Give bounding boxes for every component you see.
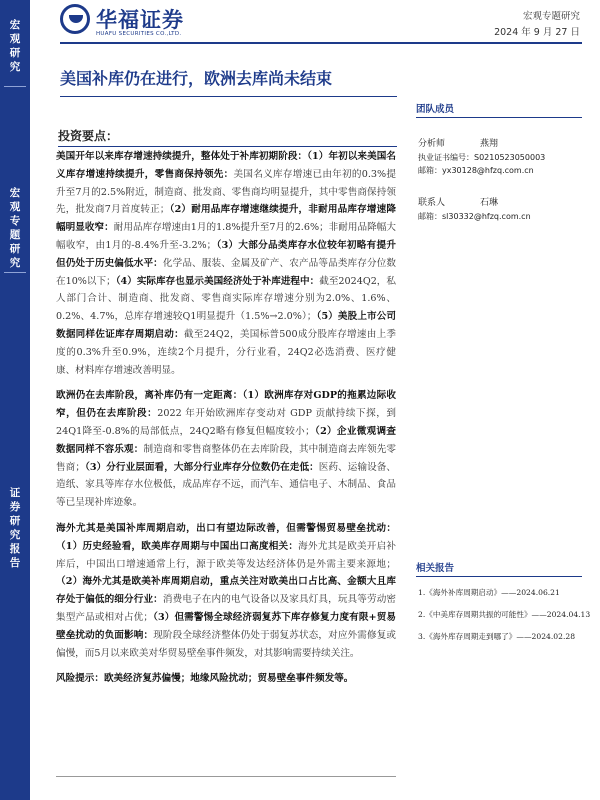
related-report-item[interactable]: 2.《中美库存周期共振的可能性》——2024.04.13 [418, 610, 591, 619]
investment-points-body [56, 148, 396, 696]
analyst-role: 联系人 [418, 198, 446, 208]
body-text: 2022 年开始欧洲库存变动对 GDP 贡献持续下探，到24Q1降至-0.8%的局部低点，24Q2略有修复但幅度较小； [56, 408, 397, 437]
company-name-cn: 华福证券 [96, 8, 184, 32]
bold-summary-text: （4）实际库存也显示美国经济处于补库进程中： [115, 275, 320, 287]
bold-summary-text: （2）耐用品库存增速继续提升，非耐用品库存增速降幅明显收窄： [56, 204, 396, 234]
body-text: 截至24Q2，美国标普500成分股库存增速由上季度的0.3%升至0.9%，连续2个月提升，分行业看，24Q2必选消费、医疗健康、材料库存增速改善明显。 [56, 328, 396, 376]
body-text: 制造商和零售商整体仍在去库阶段，其中制造商去库领先零售商； [56, 443, 397, 473]
logo-emblem-icon [60, 4, 90, 34]
sidebar-char: 观 [9, 201, 21, 213]
sidebar-char: 研 [9, 515, 21, 527]
sidebar-char: 宏 [9, 19, 21, 31]
bold-summary-text: 欧洲仍在去库阶段，离补库仍有一定距离：（1）欧洲库存对GDP的拖累边际收窄，但仍在去库阶段： [56, 390, 396, 420]
sidebar-char: 研 [9, 47, 21, 59]
bold-summary-text: 海外尤其是美国补库周期启动，出口有望边际改善，但需警惕贸易壁垒扰动：（1）历史经验看，欧美库存周期与中国出口高度相关： [56, 522, 396, 552]
email-label: 邮箱： [418, 212, 442, 221]
bold-summary-text: （2）企业微观调查数据同样不容乐观： [56, 425, 396, 455]
sidebar-char: 报 [9, 543, 21, 555]
report-date: 2024 年 9 月 27 日 [494, 27, 580, 38]
sidebar-char: 告 [9, 557, 21, 569]
section-divider [58, 146, 397, 147]
bold-summary-text: （3）但需警惕全球经济弱复苏下库存修复力度有限+贸易壁垒扰动的负面影响： [56, 611, 397, 641]
bold-summary-text: 风险提示：欧美经济复苏偏慢；地缘风险扰动；贸易壁垒事件频发等。 [56, 673, 354, 685]
related-reports-list [418, 582, 591, 648]
sidebar-char: 专 [9, 215, 21, 227]
team-heading: 团队成员 [416, 104, 455, 115]
analyst-card-2 [418, 197, 531, 223]
sidebar-label-macro [0, 18, 30, 74]
sidebar-label-macro-special [0, 186, 30, 270]
sidebar-char: 券 [9, 501, 21, 513]
report-title: 美国补库仍在进行，欧洲去库尚未结束 [60, 69, 333, 88]
analyst-name: 石琳 [480, 198, 499, 208]
cert-number: S0210523050003 [474, 153, 546, 162]
bold-summary-text: （2）海外尤其是欧美补库周期启动，重点关注对欧美出口占比高、金额大且库存处于偏低的细分行业： [56, 576, 396, 606]
related-reports-heading: 相关报告 [416, 563, 455, 574]
sidebar-label-securities-report [0, 486, 30, 570]
sidebar-char: 究 [9, 529, 21, 541]
paragraph-risk-warning [56, 670, 396, 688]
related-divider [416, 576, 582, 577]
body-text: 医药、运输设备、造纸、家具等库存水位极低，成品库存不远，而汽车、通信电子、木制品、食品等已呈现补库迹象。 [56, 461, 397, 509]
body-text: 消费电子在内的电气设备以及家具灯具，玩具等劳动密集型产品或相对占优； [56, 594, 397, 623]
body-text: 截至2024Q2，私人部门合计、制造商、批发商、零售商实际库存增速分别为2.0%、1.6%、0.2%、4.7%，总库存增速较Q1明显提升（1.5%→2.0%）； [56, 275, 397, 323]
sidebar-char: 观 [9, 33, 21, 45]
sidebar-divider [4, 272, 26, 273]
bold-summary-text: （3）大部分品类库存水位较年初略有提升但仍处于历史偏低水平： [56, 239, 396, 269]
section-heading: 投资要点： [58, 129, 119, 143]
analyst-email[interactable]: yx30128@hfzq.com.cn [442, 166, 534, 175]
analyst-email[interactable]: sl30332@hfzq.com.cn [442, 212, 531, 221]
left-sidebar [0, 0, 30, 800]
sidebar-char: 究 [9, 257, 21, 269]
body-text: 耐用品库存增速由1月的1.8%提升至7月的2.6%；非耐用品降幅大幅收窄，由1月的-8.4%升至-3.2%； [56, 222, 396, 251]
header-divider [60, 42, 582, 44]
title-divider [60, 96, 397, 97]
body-text: 化学品、服装、金属及矿产、农产品等品类库存分位数在10%以下； [56, 257, 397, 287]
bold-summary-text: （3）分行业层面看，大部分行业库存分位数仍在走低： [84, 461, 319, 473]
sidebar-char: 证 [9, 487, 21, 499]
analyst-name: 燕翔 [480, 139, 499, 149]
body-text: 美国名义库存增速已由年初的0.3%提升至7月的2.5%附近，制造商、批发商、零售商均明显提升，其中零售商保持领先，批发商7月首度转正； [56, 168, 397, 216]
related-report-item[interactable]: 1.《海外补库周期启动》——2024.06.21 [418, 588, 560, 597]
footer-divider [56, 776, 396, 777]
paragraph-china-exports [56, 520, 396, 662]
sidebar-divider [4, 86, 26, 87]
paragraph-europe-inventory [56, 387, 396, 512]
related-report-item[interactable]: 3.《海外库存周期走到哪了》——2024.02.28 [418, 632, 576, 641]
analyst-card-1 [418, 138, 545, 177]
body-text: 现阶段全球经济整体仍处于弱复苏状态，对应外需修复或偏慢，而5月以来欧美对华贸易壁垒事件频发，对其影响需要持续关注。 [56, 629, 397, 659]
sidebar-char: 宏 [9, 187, 21, 199]
sidebar-char: 题 [9, 229, 21, 241]
bold-summary-text: （5）美股上市公司数据同样佐证库存周期启动： [56, 311, 396, 340]
analyst-role: 分析师 [418, 139, 446, 149]
email-label: 邮箱： [418, 166, 442, 175]
body-text: 海外尤其是欧美开启补库后，中国出口增速通常上行，源于欧美等发达经济体仍是外需主要来源地； [56, 540, 396, 570]
sidebar-char: 研 [9, 243, 21, 255]
bold-summary-text: 美国开年以来库存增速持续提升，整体处于补库初期阶段：（1）年初以来美国名义库存增速持续提升，零售商保持领先： [56, 151, 396, 180]
report-type: 宏观专题研究 [522, 11, 580, 22]
company-name-en: HUAFU SECURITIES CO.,LTD. [96, 31, 182, 37]
company-logo [60, 4, 220, 40]
cert-label: 执业证书编号： [418, 153, 474, 162]
sidebar-char: 究 [9, 61, 21, 73]
team-divider [416, 117, 582, 118]
paragraph-us-inventory [56, 148, 396, 379]
